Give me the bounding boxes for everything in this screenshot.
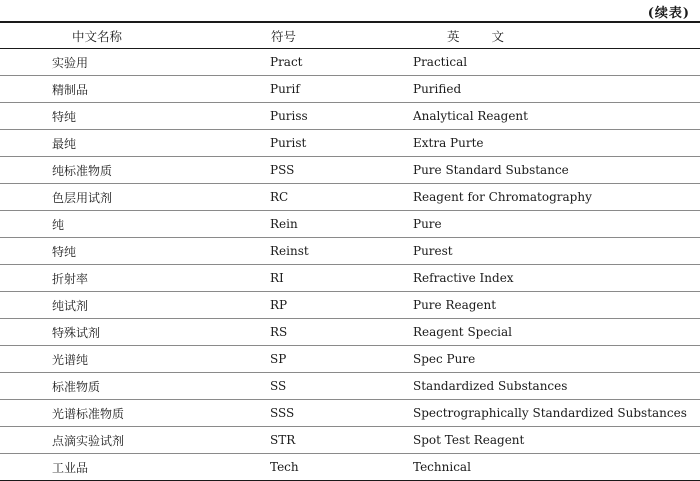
cell-symbol: RS — [233, 319, 385, 346]
cell-chinese-name: 实验用 — [0, 49, 233, 76]
cell-chinese-name: 折射率 — [0, 265, 233, 292]
cell-chinese-name: 最纯 — [0, 130, 233, 157]
cell-chinese-name: 点滴实验试剂 — [0, 427, 233, 454]
cell-chinese-name: 特纯 — [0, 238, 233, 265]
cell-symbol: Purist — [233, 130, 385, 157]
table-row — [0, 427, 700, 454]
cell-symbol: SP — [233, 346, 385, 373]
cell-english: Purified — [385, 76, 700, 103]
cell-english: Analytical Reagent — [385, 103, 700, 130]
cell-english: Spot Test Reagent — [385, 427, 700, 454]
cell-english: Practical — [385, 49, 700, 76]
header-chinese-name: 中文名称 — [0, 22, 233, 49]
table-body — [0, 49, 700, 481]
cell-chinese-name: 精制品 — [0, 76, 233, 103]
table-row — [0, 103, 700, 130]
cell-english: Reagent for Chromatography — [385, 184, 700, 211]
table-row — [0, 319, 700, 346]
cell-chinese-name: 纯 — [0, 211, 233, 238]
table-row — [0, 373, 700, 400]
table-row — [0, 49, 700, 76]
header-row — [0, 22, 700, 49]
cell-english: Technical — [385, 454, 700, 481]
header-english: 英 文 — [385, 22, 700, 49]
cell-symbol: STR — [233, 427, 385, 454]
cell-chinese-name: 特纯 — [0, 103, 233, 130]
cell-symbol: SS — [233, 373, 385, 400]
cell-symbol: RI — [233, 265, 385, 292]
cell-symbol: Reinst — [233, 238, 385, 265]
cell-chinese-name: 纯标准物质 — [0, 157, 233, 184]
cell-english: Pure Standard Substance — [385, 157, 700, 184]
cell-chinese-name: 标准物质 — [0, 373, 233, 400]
cell-chinese-name: 纯试剂 — [0, 292, 233, 319]
header-symbol: 符号 — [233, 22, 385, 49]
table-row — [0, 184, 700, 211]
cell-english: Spectrographically Standardized Substances — [385, 400, 700, 427]
cell-chinese-name: 工业品 — [0, 454, 233, 481]
cell-chinese-name: 色层用试剂 — [0, 184, 233, 211]
cell-symbol: Tech — [233, 454, 385, 481]
table-row — [0, 76, 700, 103]
cell-english: Pure Reagent — [385, 292, 700, 319]
table-header — [0, 22, 700, 49]
cell-symbol: Pract — [233, 49, 385, 76]
cell-chinese-name: 光谱标准物质 — [0, 400, 233, 427]
cell-chinese-name: 特殊试剂 — [0, 319, 233, 346]
cell-english: Purest — [385, 238, 700, 265]
cell-english: Extra Purte — [385, 130, 700, 157]
table-row — [0, 238, 700, 265]
cell-symbol: Purif — [233, 76, 385, 103]
table-row — [0, 454, 700, 481]
cell-symbol: PSS — [233, 157, 385, 184]
cell-symbol: Rein — [233, 211, 385, 238]
cell-symbol: RP — [233, 292, 385, 319]
cell-english: Refractive Index — [385, 265, 700, 292]
table-row — [0, 400, 700, 427]
cell-symbol: Puriss — [233, 103, 385, 130]
cell-english: Reagent Special — [385, 319, 700, 346]
cell-chinese-name: 光谱纯 — [0, 346, 233, 373]
cell-english: Pure — [385, 211, 700, 238]
table-row — [0, 211, 700, 238]
continued-label: (续表) — [647, 6, 690, 21]
reagent-abbreviation-table — [0, 21, 700, 481]
table-row — [0, 265, 700, 292]
cell-english: Standardized Substances — [385, 373, 700, 400]
cell-english: Spec Pure — [385, 346, 700, 373]
table-row — [0, 130, 700, 157]
table-row — [0, 157, 700, 184]
cell-symbol: SSS — [233, 400, 385, 427]
table-row — [0, 346, 700, 373]
cell-symbol: RC — [233, 184, 385, 211]
table-row — [0, 292, 700, 319]
